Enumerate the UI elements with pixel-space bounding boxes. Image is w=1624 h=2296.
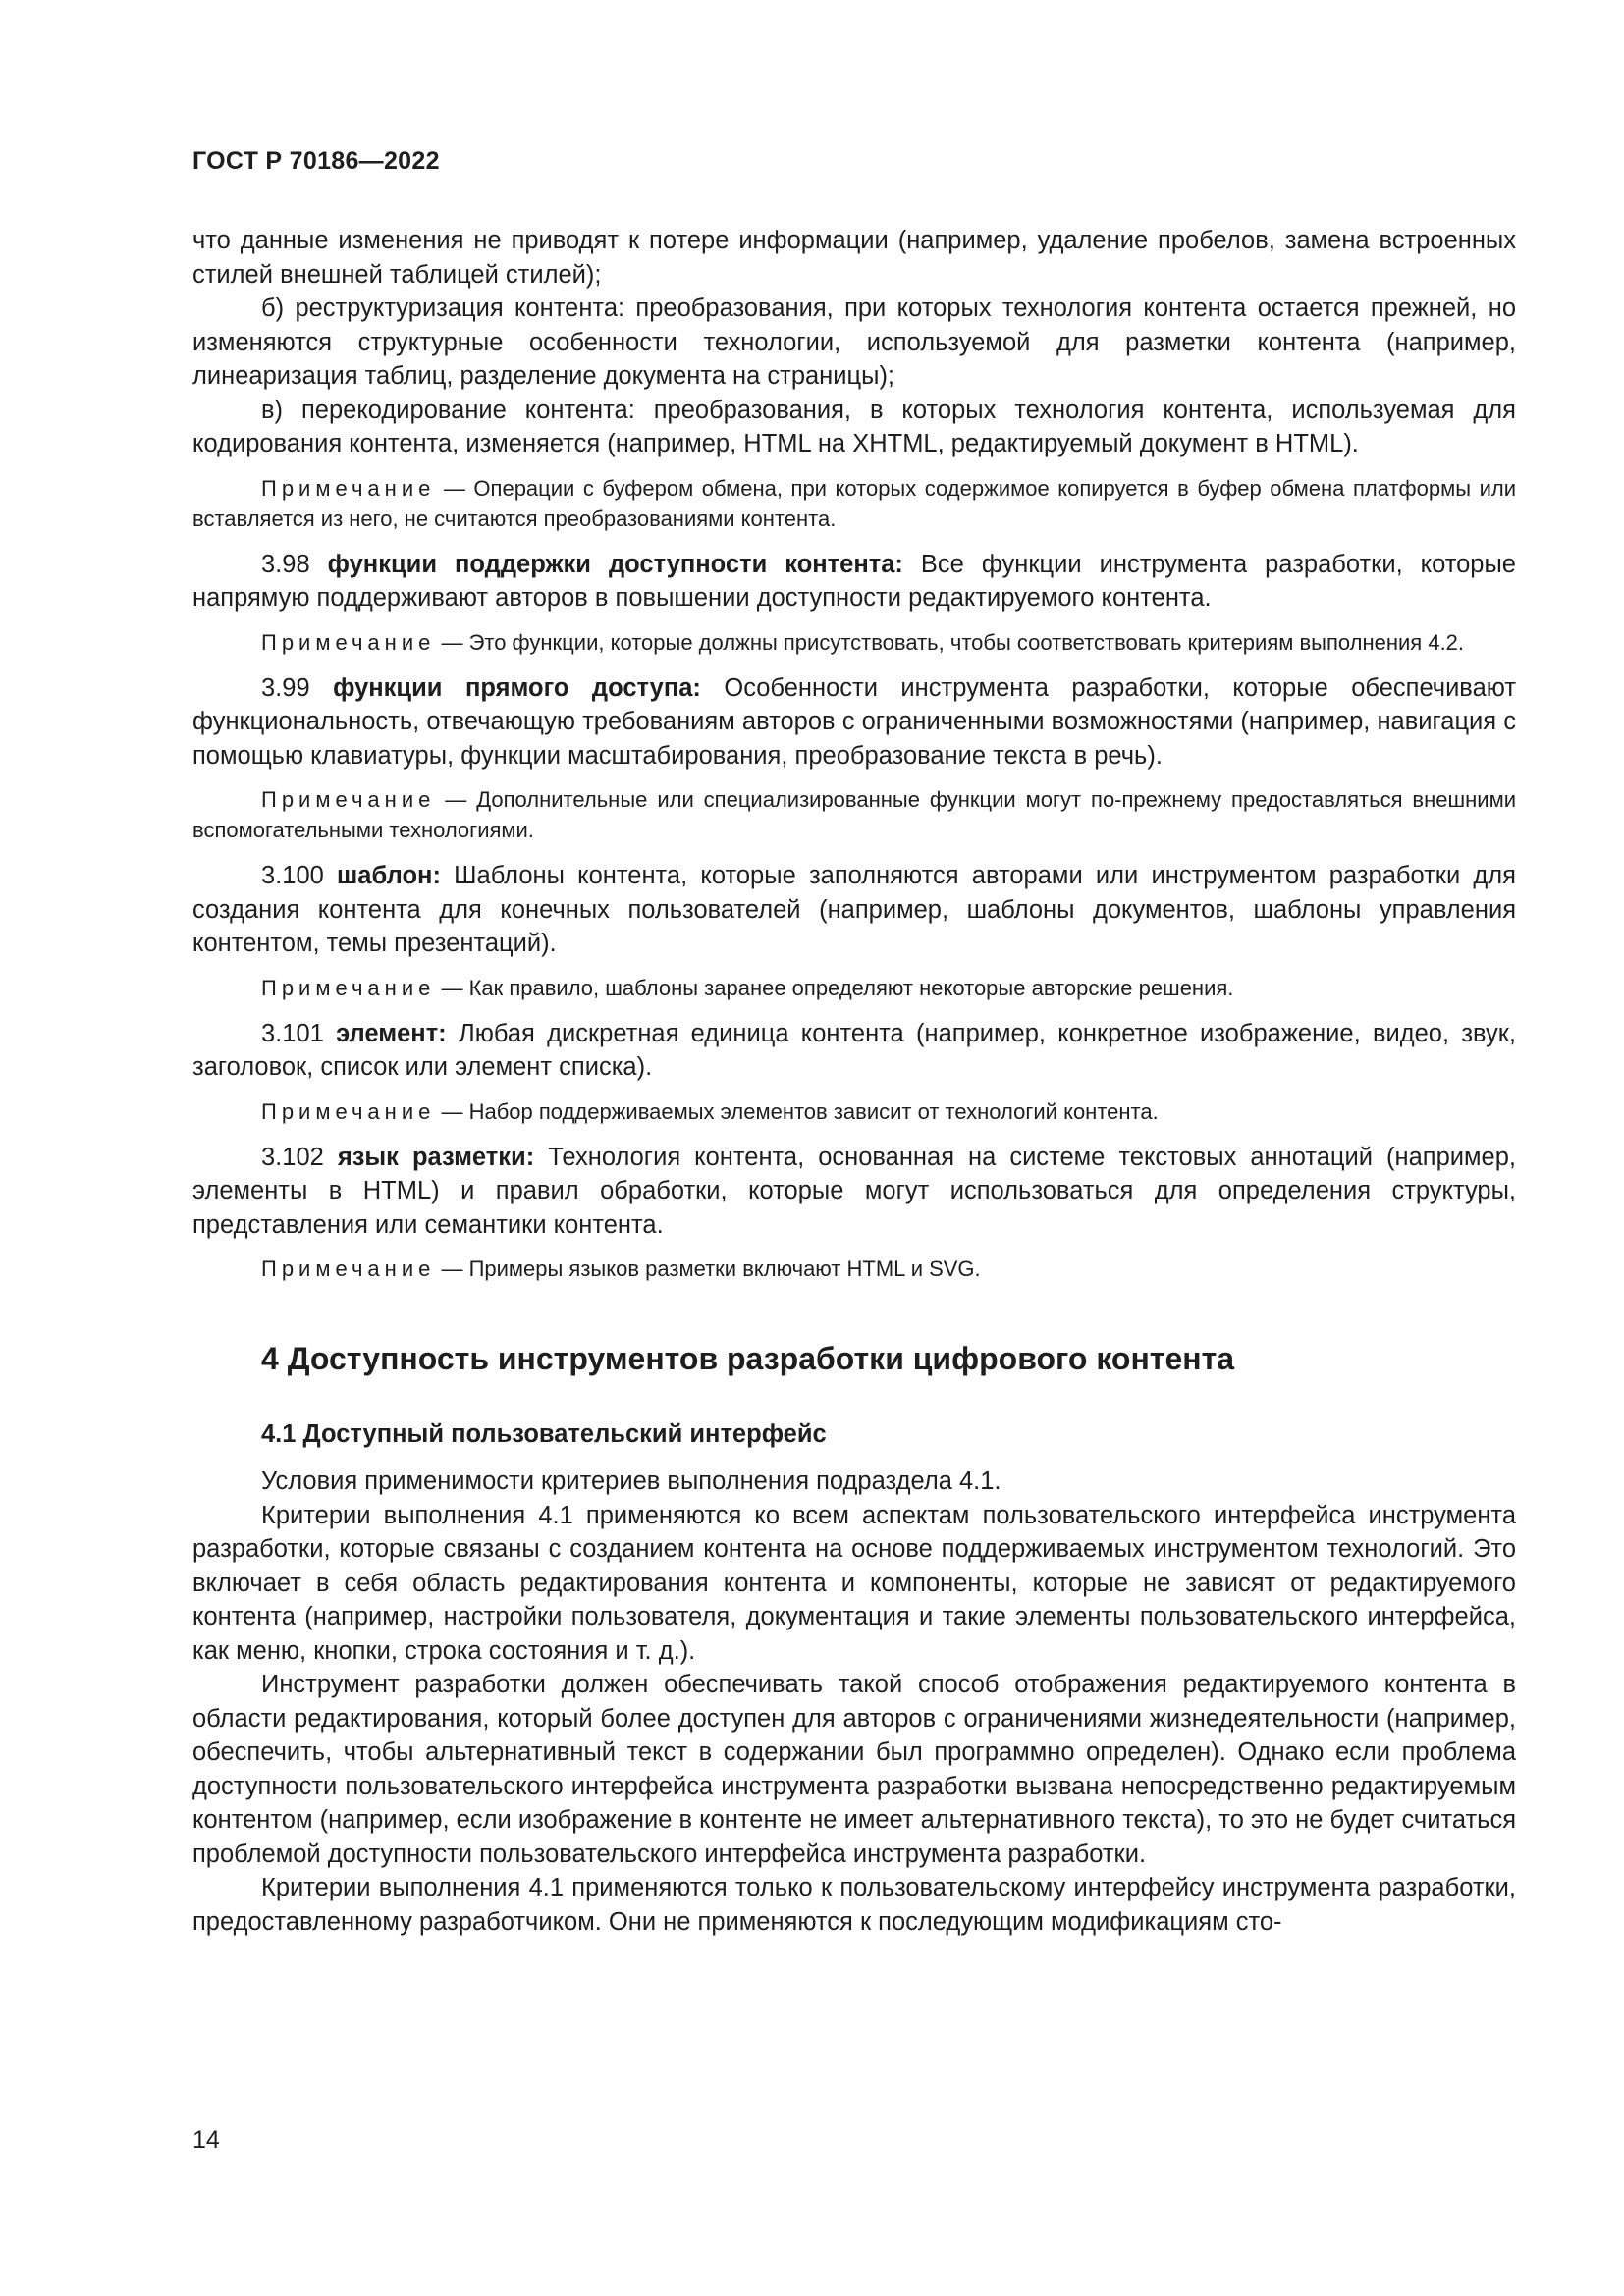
section-4-heading: 4 Доступность инструментов разработки цифрового контента xyxy=(261,1341,1235,1376)
note-label: Примечание xyxy=(261,475,436,501)
note-text: — Дополнительные или специализированные функции могут по-прежнему предоставляться внешними вспомогательными технологиями. xyxy=(192,787,1516,842)
definition-number: 3.102 xyxy=(261,1143,338,1171)
definition-number: 3.101 xyxy=(261,1019,337,1047)
note-label: Примечание xyxy=(261,1256,436,1281)
definition-text: Технология контента, основанная на системе текстовых аннотаций (например, элементы в HTML) и правил обработки, которые могут использоваться для определения структуры, представления или семантики контента. xyxy=(192,1143,1516,1239)
definition-number: 3.99 xyxy=(261,673,334,702)
definition-term: функции прямого доступа: xyxy=(333,673,701,702)
document-header: ГОСТ Р 70186—2022 xyxy=(192,147,440,175)
paragraph-4-1-applicability: Условия применимости критериев выполнения подраздела 4.1. xyxy=(261,1468,1001,1495)
note-label: Примечание xyxy=(261,1098,436,1124)
note-text: — Как правило, шаблоны заранее определяют некоторые авторские решения. xyxy=(435,975,1234,1000)
definition-term: функции поддержки доступности контента: xyxy=(327,550,903,578)
definition-term: шаблон: xyxy=(337,862,441,889)
note-label: Примечание xyxy=(261,975,436,1000)
page-number: 14 xyxy=(192,2126,220,2154)
definition-3-102 xyxy=(192,1141,1516,1243)
definition-term: элемент: xyxy=(336,1019,447,1047)
paragraph-4-1-scope: Критерии выполнения 4.1 применяются ко всем аспектам пользовательского интерфейса инструмента разработки, которые связаны с созданием контента на основе поддерживаемых инструментом технологий. Это включает в себя область редактирования контента и компоненты, которые не зависят от редактируемого контента (например, настройки пользователя, документация и такие элементы пользовательского интерфейса, как меню, кнопки, строка состояния и т. д.). xyxy=(192,1501,1516,1665)
definition-3-100 xyxy=(192,859,1516,961)
note-3-99 xyxy=(192,784,1516,845)
definition-term: язык разметки: xyxy=(337,1143,535,1171)
list-item-v: в) перекодирование контента: преобразования, в которых технология контента, используемая для кодирования контента, изменяется (например, HTML на XHTML, редактируемый документ в HTML). xyxy=(192,396,1516,457)
paragraph-4-1-developer: Критерии выполнения 4.1 применяются только к пользовательскому интерфейсу инструмента разработки, предоставленному разработчиком. Они не применяются к последующим модификациям сто- xyxy=(192,1874,1516,1936)
note-text: — Операции с буфером обмена, при которых содержимое копируется в буфер обмена платформы или вставляется из него, не считаются преобразованиями контента. xyxy=(192,475,1516,531)
paragraph-4-1-display: Инструмент разработки должен обеспечивать такой способ отображения редактируемого контента в области редактирования, который более доступен для авторов с ограничениями жизнедеятельности (например, обеспечить, чтобы альтернативный текст в содержании был программно определен). Однако если проблема доступности пользовательского интерфейса инструмента разработки вызвана непосредственно редактируемым контентом (например, если изображение в контенте не имеет альтернативного текста), то это не будет считаться проблемой доступности пользовательского интерфейса инструмента разработки. xyxy=(192,1671,1516,1868)
note-3-101 xyxy=(192,1096,1516,1127)
definition-text: Шаблоны контента, которые заполняются авторами или инструментом разработки для создания контента для конечных пользователей (например, шаблоны документов, шаблоны управления контентом, темы презентаций). xyxy=(192,862,1516,957)
definition-3-99 xyxy=(192,671,1516,774)
note-3-98 xyxy=(192,627,1516,658)
note-text: — Набор поддерживаемых элементов зависит от технологий контента. xyxy=(435,1098,1159,1124)
note-label: Примечание xyxy=(261,629,436,655)
note-3-100 xyxy=(192,973,1516,1003)
definition-number: 3.100 xyxy=(261,862,338,889)
note-text: — Это функции, которые должны присутствовать, чтобы соответствовать критериям выполнения 4.2. xyxy=(435,629,1465,655)
definition-text: Особенности инструмента разработки, которые обеспечивают функциональность, отвечающую требованиям авторов с ограниченными возможностями (например, навигация с помощью клавиатуры, функции масштабирования, преобразование текста в речь). xyxy=(192,673,1516,770)
definition-text: Все функции инструмента разработки, которые напрямую поддерживают авторов в повышении доступности редактируемого контента. xyxy=(192,550,1516,612)
section-4-1-heading: 4.1 Доступный пользовательский интерфейс xyxy=(261,1420,827,1448)
definition-number: 3.98 xyxy=(261,550,328,578)
definition-text: Любая дискретная единица контента (например, конкретное изображение, видео, звук, заголовок, список или элемент списка). xyxy=(192,1019,1516,1081)
note-label: Примечание xyxy=(261,787,436,812)
page-content xyxy=(192,224,1516,1939)
definition-3-98 xyxy=(192,548,1516,615)
list-item-b: б) реструктуризация контента: преобразования, при которых технология контента остается прежней, но изменяются структурные особенности технологии, используемой для разметки контента (например, линеаризация таблиц, разделение документа на страницы); xyxy=(192,294,1516,390)
note-transformations xyxy=(192,473,1516,534)
definition-3-101 xyxy=(192,1017,1516,1085)
note-text: — Примеры языков разметки включают HTML и SVG. xyxy=(435,1256,981,1281)
paragraph-continuation: что данные изменения не приводят к потере информации (например, удаление пробелов, замена встроенных стилей внешней таблицей стилей); xyxy=(192,227,1516,289)
note-3-102 xyxy=(192,1254,1516,1284)
